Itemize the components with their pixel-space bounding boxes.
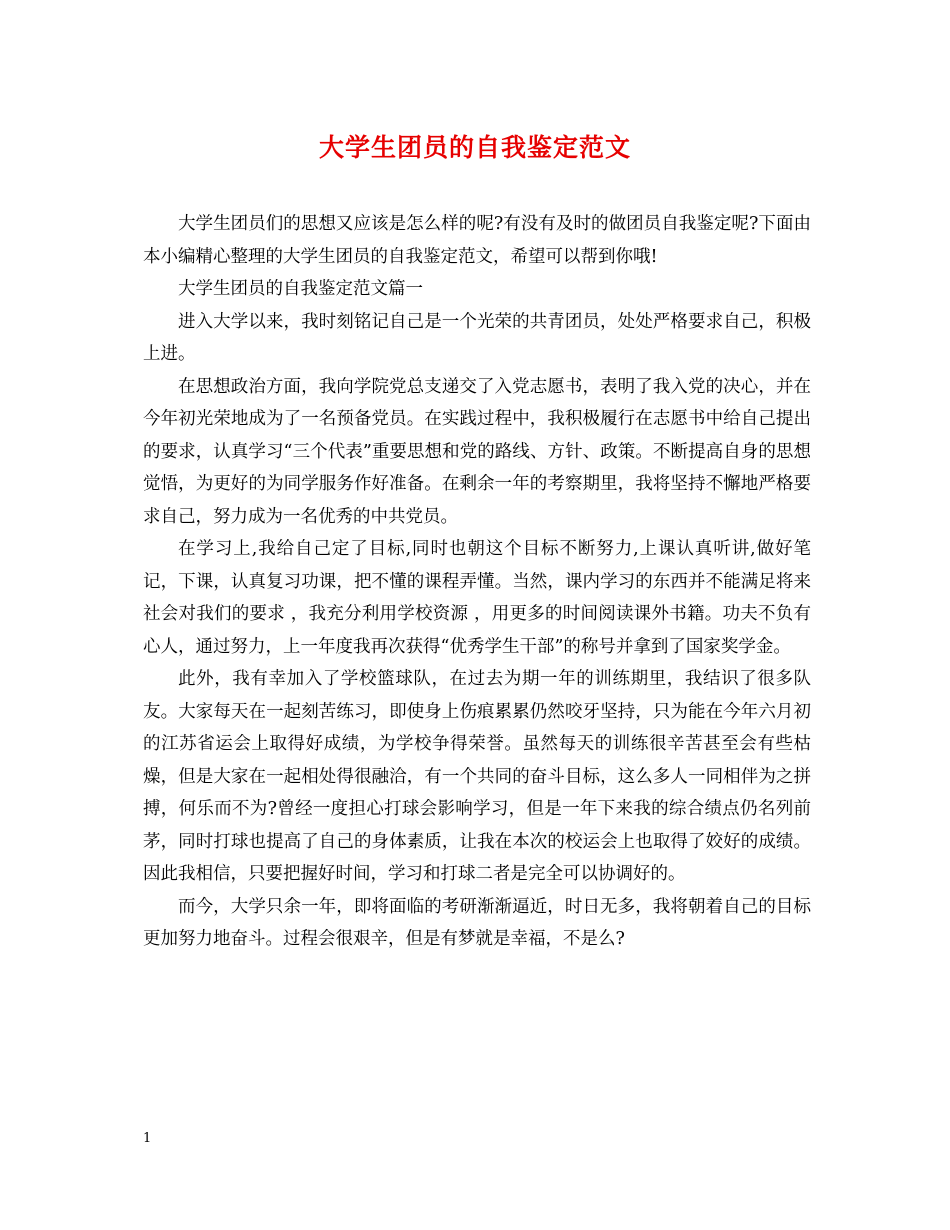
- paragraph-intro: 大学生团员们的思想又应该是怎么样的呢?有没有及时的做团员自我鉴定呢?下面由本小编精心整理的大学生团员的自我鉴定范文，希望可以帮到你哦!: [143, 214, 811, 267]
- paragraph-section-heading: 大学生团员的自我鉴定范文篇一: [178, 279, 423, 299]
- paragraph-1: 进入大学以来，我时刻铭记自己是一个光荣的共青团员，处处严格要求自己，积极上进。: [143, 311, 811, 364]
- document-title: 大学生团员的自我鉴定范文: [318, 133, 631, 162]
- paragraph-3: 在学习上,我给自己定了目标,同时也朝这个目标不断努力,上课认真听讲,做好笔记，下课，认真复习功课，把不懂的课程弄懂。当然，课内学习的东西并不能满足将来社会对我们的要求 ，我充分利用学校资源 ，用更多的时间阅读课外书籍。功夫不负有心人，通过努力，上一年度我再次获得“优秀学生干部”的称号并拿到了国家奖学金。: [143, 539, 811, 657]
- paragraph-5: 而今，大学只余一年，即将面临的考研渐渐逼近，时日无多，我将朝着自己的目标更加努力地奋斗。过程会很艰辛，但是有梦就是幸福，不是么?: [143, 896, 811, 949]
- paragraph-4: 此外，我有幸加入了学校篮球队，在过去为期一年的训练期里，我结识了很多队友。大家每天在一起刻苦练习，即使身上伤痕累累仍然咬牙坚持，只为能在今年六月初的江苏省运会上取得好成绩，为学校争得荣誉。虽然每天的训练很辛苦甚至会有些枯燥，但是大家在一起相处得很融洽，有一个共同的奋斗目标，这么多人一同相伴为之拼搏，何乐而不为?曾经一度担心打球会影响学习，但是一年下来我的综合绩点仍名列前茅，同时打球也提高了自己的身体素质，让我在本次的校运会上也取得了姣好的成绩。因此我相信，只要把握好时间，学习和打球二者是完全可以协调好的。: [143, 669, 811, 884]
- document-body: [143, 208, 811, 956]
- page-number: 1: [143, 1131, 152, 1146]
- paragraph-2: 在思想政治方面，我向学院党总支递交了入党志愿书，表明了我入党的决心，并在今年初光荣地成为了一名预备党员。在实践过程中，我积极履行在志愿书中给自己提出的要求，认真学习“三个代表”重要思想和党的路线、方针、政策。不断提高自身的思想觉悟，为更好的为同学服务作好准备。在剩余一年的考察期里，我将坚持不懈地严格要求自己，努力成为一名优秀的中共党员。: [143, 376, 811, 527]
